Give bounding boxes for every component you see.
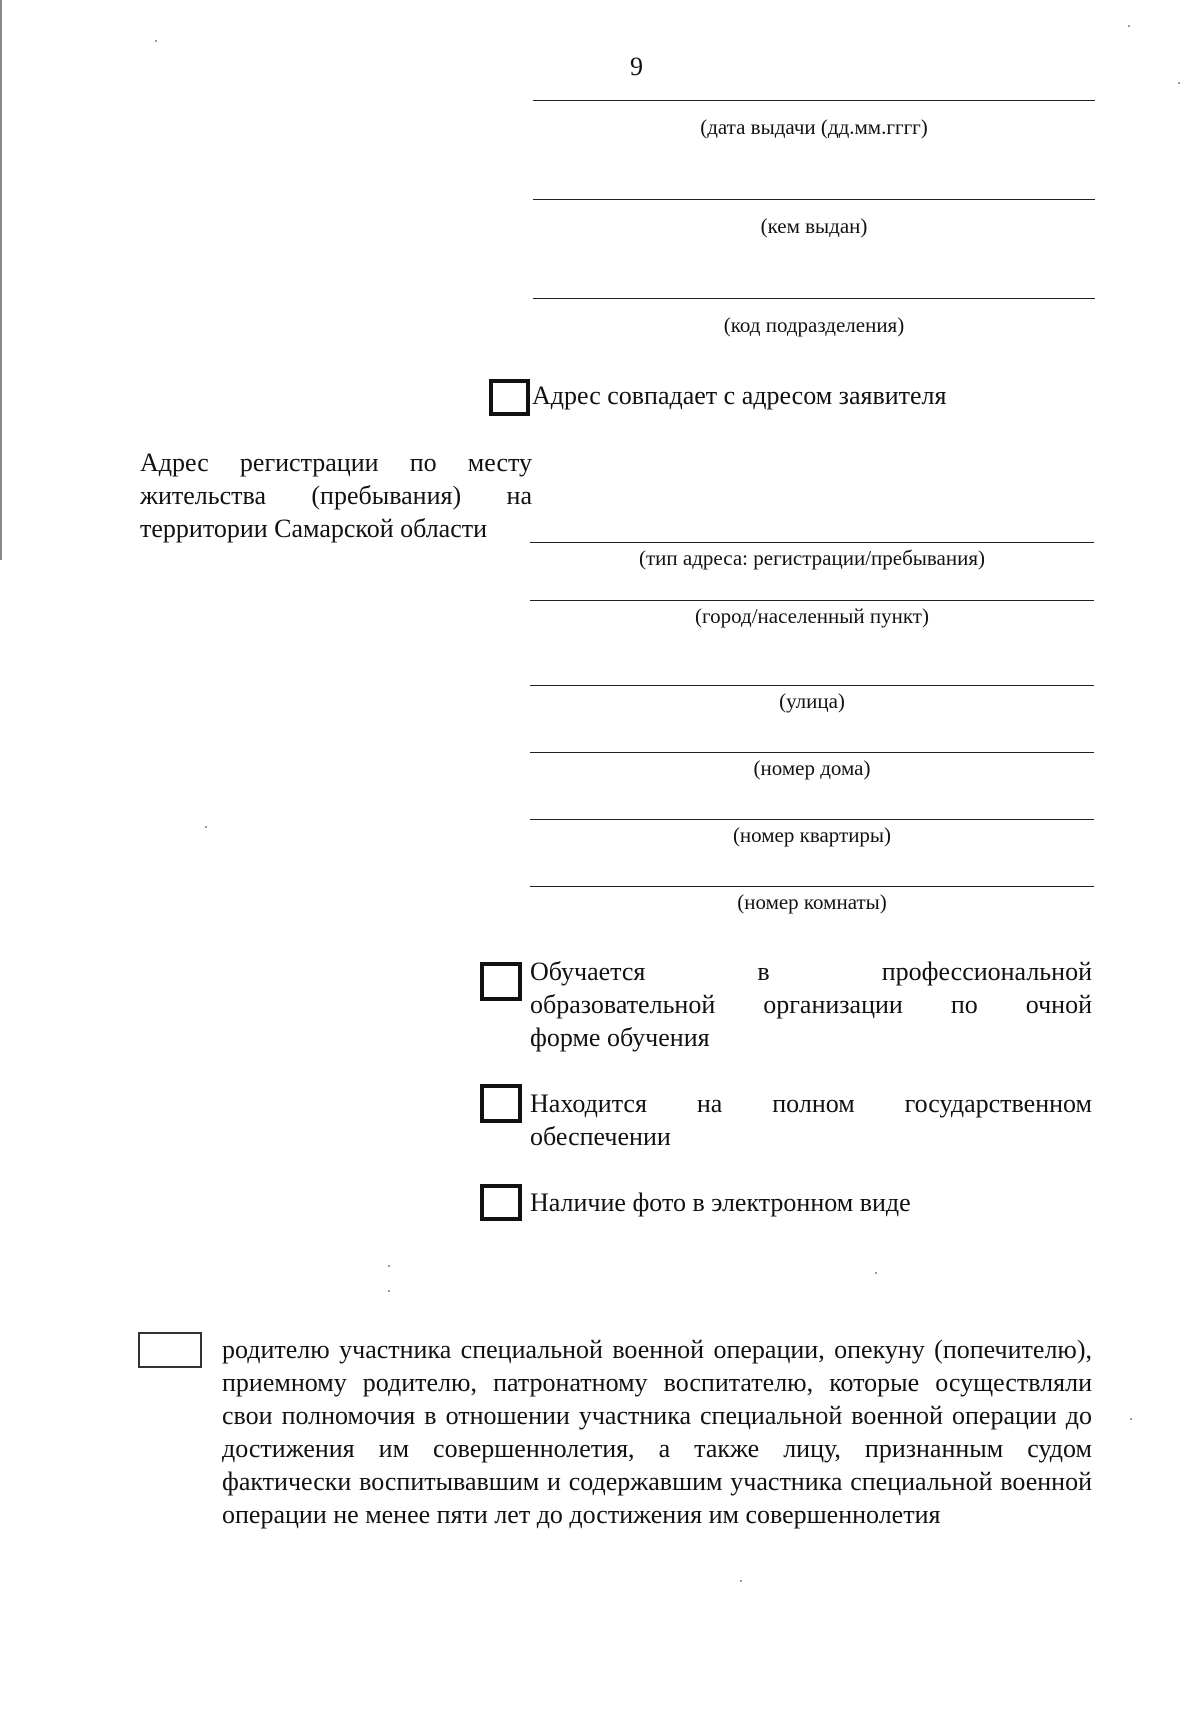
house-caption: (номер дома) <box>753 756 871 780</box>
scan-speck <box>388 1265 390 1267</box>
scan-speck <box>388 1290 390 1292</box>
state-support-checkbox[interactable] <box>480 1084 522 1123</box>
state-support-label-line-1: Находится на полном государственном <box>530 1089 1092 1118</box>
address-type-field[interactable] <box>530 542 1094 543</box>
issued-by-caption: (кем выдан) <box>760 214 868 238</box>
studying-label <box>530 955 1092 1054</box>
issue-date-field[interactable] <box>533 100 1095 101</box>
registration-label <box>140 446 532 545</box>
scan-speck <box>155 40 157 42</box>
division-code-caption: (код подразделения) <box>723 313 905 337</box>
scan-speck <box>1128 25 1130 27</box>
scan-speck <box>205 826 207 828</box>
city-field[interactable] <box>530 600 1094 601</box>
registration-label-line-3: территории Самарской области <box>140 514 488 543</box>
same-address-checkbox[interactable] <box>489 379 530 416</box>
studying-checkbox[interactable] <box>480 962 522 1001</box>
photo-checkbox[interactable] <box>480 1184 522 1221</box>
street-field[interactable] <box>530 685 1094 686</box>
studying-label-line-1: Обучается в профессиональной <box>530 957 1092 986</box>
issue-date-caption: (дата выдачи (дд.мм.гггг) <box>700 115 928 139</box>
division-code-field[interactable] <box>533 298 1095 299</box>
apartment-caption: (номер квартиры) <box>732 823 892 847</box>
parent-category-text: родителю участника специальной военной операции, опекуну (попечителю), приемному родителю, патронатному воспитателю, которые осуществляли свои полномочия в отношении участника специальной военной операции до достижения им совершеннолетия, а также лицу, признанным судом фактически воспитывавшим и содержавшим участника специальной военной операции не менее пяти лет до достижения им совершеннолетия <box>222 1335 1092 1529</box>
street-caption: (улица) <box>779 689 845 713</box>
apartment-field[interactable] <box>530 819 1094 820</box>
scan-speck <box>875 1272 877 1274</box>
parent-category-checkbox[interactable] <box>138 1332 202 1368</box>
registration-label-line-2: жительства (пребывания) на <box>140 481 532 510</box>
page-edge <box>0 0 2 560</box>
city-caption: (город/населенный пункт) <box>695 604 929 628</box>
issued-by-field[interactable] <box>533 199 1095 200</box>
house-field[interactable] <box>530 752 1094 753</box>
scan-speck <box>740 1580 742 1582</box>
studying-label-line-2: образовательной организации по очной <box>530 990 1092 1019</box>
scan-speck <box>1178 82 1180 84</box>
scan-speck <box>1130 1418 1132 1420</box>
studying-label-line-3: форме обучения <box>530 1023 710 1052</box>
room-field[interactable] <box>530 886 1094 887</box>
state-support-label-line-2: обеспечении <box>530 1122 671 1151</box>
registration-label-line-1: Адрес регистрации по месту <box>140 448 532 477</box>
page-number: 9 <box>630 52 643 81</box>
state-support-label <box>530 1087 1092 1153</box>
same-address-label: Адрес совпадает с адресом заявителя <box>532 381 947 410</box>
room-caption: (номер комнаты) <box>737 890 887 914</box>
photo-label: Наличие фото в электронном виде <box>530 1188 911 1217</box>
address-type-caption: (тип адреса: регистрации/пребывания) <box>639 546 985 570</box>
